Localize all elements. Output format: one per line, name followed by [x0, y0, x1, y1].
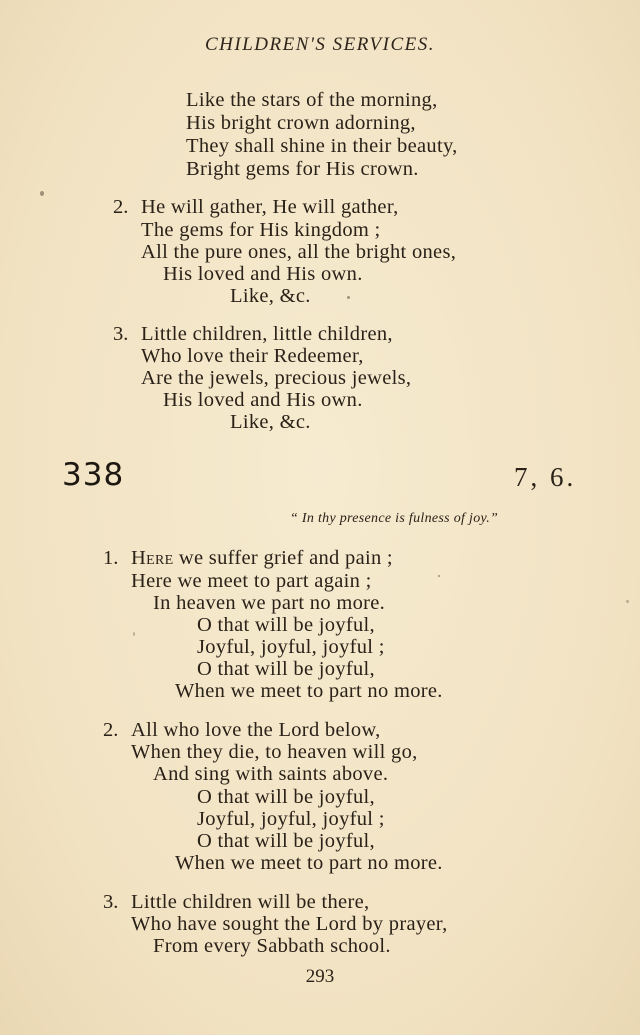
verse-line: Joyful, joyful, joyful ; — [197, 636, 385, 658]
verse-line: Who love their Redeemer, — [141, 345, 364, 367]
verse-number: 3. — [113, 323, 129, 345]
paper-speck — [133, 632, 135, 636]
paper-speck — [438, 575, 440, 577]
verse-line: Like, &c. — [230, 411, 311, 433]
verse-line: All the pure ones, all the bright ones, — [141, 241, 457, 263]
verse-line: When we meet to part no more. — [175, 680, 443, 702]
verse-line: Joyful, joyful, joyful ; — [197, 808, 385, 830]
verse-line: O that will be joyful, — [197, 786, 375, 808]
paper-speck — [40, 191, 44, 196]
verse-line: From every Sabbath school. — [153, 935, 391, 957]
verse-line: All who love the Lord below, — [131, 719, 381, 741]
verse-line: When we meet to part no more. — [175, 852, 443, 874]
refrain-line-2: His bright crown adorning, — [186, 112, 416, 134]
verse-line: His loved and His own. — [163, 389, 363, 411]
verse-line: Little children, little children, — [141, 323, 393, 345]
paper-speck — [347, 296, 350, 299]
verse-line: His loved and His own. — [163, 263, 363, 285]
hymn-number: 338 — [62, 457, 125, 493]
verse-line: Are the jewels, precious jewels, — [141, 367, 412, 389]
refrain-line-4: Bright gems for His crown. — [186, 158, 419, 180]
verse-line: When they die, to heaven will go, — [131, 741, 418, 763]
initial-word: Here — [131, 547, 174, 569]
verse-line: Who have sought the Lord by prayer, — [131, 913, 448, 935]
verse-line: And sing with saints above. — [153, 763, 389, 785]
verse-line: O that will be joyful, — [197, 658, 375, 680]
running-head: CHILDREN'S SERVICES. — [204, 34, 436, 55]
verse-line: Here we meet to part again ; — [131, 570, 372, 592]
verse-number: 2. — [113, 196, 129, 218]
first-line-rest: we suffer grief and pain ; — [173, 547, 393, 569]
verse-number: 3. — [103, 891, 119, 913]
verse-number: 2. — [103, 719, 119, 741]
epigraph: “ In thy presence is fulness of joy.” — [290, 511, 499, 526]
page-number: 293 — [305, 966, 335, 987]
verse-line: Little children will be there, — [131, 891, 370, 913]
verse-line: O that will be joyful, — [197, 830, 375, 852]
refrain-line-3: They shall shine in their beauty, — [186, 135, 458, 157]
verse-line: In heaven we part no more. — [153, 592, 386, 614]
verse-line: Like, &c. — [230, 285, 311, 307]
verse-number: 1. — [103, 547, 119, 569]
verse-first-line — [131, 547, 393, 569]
hymn-meter: 7, 6. — [514, 462, 577, 492]
verse-line: The gems for His kingdom ; — [141, 219, 381, 241]
verse-line: O that will be joyful, — [197, 614, 375, 636]
verse-line: He will gather, He will gather, — [141, 196, 399, 218]
paper-speck — [626, 600, 629, 603]
refrain-line-1: Like the stars of the morning, — [186, 89, 438, 111]
